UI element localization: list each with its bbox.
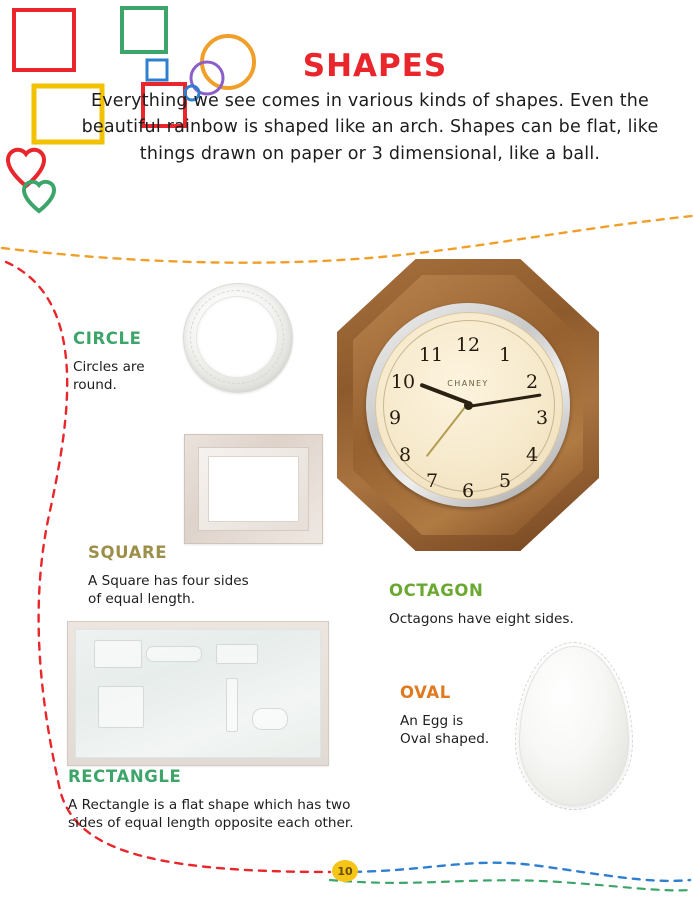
- oval-egg-image: [519, 646, 629, 806]
- octagon-clock-image: [337, 259, 599, 551]
- desc-rectangle-line2: sides of equal length opposite each other.: [68, 815, 354, 831]
- plate-inner-disc: [196, 296, 278, 378]
- clock-numeral-5: 5: [498, 470, 512, 492]
- clock-numeral-7: 7: [425, 470, 439, 492]
- label-square: SQUARE: [88, 543, 168, 562]
- desc-oval-line2: Oval shaped.: [400, 731, 490, 747]
- desc-square-line1: A Square has four sides: [88, 573, 249, 589]
- frame-mat: [208, 456, 299, 522]
- label-oval: OVAL: [400, 683, 451, 702]
- square-image: [184, 434, 323, 544]
- desc-octagon-line1: Octagons have eight sides.: [389, 611, 574, 627]
- desc-oval-line1: An Egg is: [400, 713, 464, 729]
- page-number-badge: 10: [332, 860, 358, 882]
- board-ghost-shape: [94, 640, 142, 668]
- clock-numeral-11: 11: [418, 344, 444, 366]
- label-circle: CIRCLE: [73, 329, 142, 348]
- clock-numeral-10: 10: [390, 371, 416, 393]
- desc-circle-line2: round.: [73, 377, 117, 393]
- board-ghost-shape: [216, 644, 258, 664]
- clock-numeral-2: 2: [525, 371, 539, 393]
- label-rectangle: RECTANGLE: [68, 767, 182, 786]
- board-ghost-shape: [146, 646, 202, 662]
- clock-numeral-6: 6: [461, 480, 475, 502]
- circle-image: [183, 283, 291, 391]
- desc-rectangle-line1: A Rectangle is a flat shape which has two: [68, 797, 351, 813]
- board-surface: [75, 629, 321, 758]
- clock-numeral-3: 3: [535, 407, 549, 429]
- board-ghost-shape: [252, 708, 288, 730]
- clock-brand-label: CHANEY: [447, 379, 489, 388]
- label-octagon: OCTAGON: [389, 581, 484, 600]
- clock-center-cap: [464, 401, 473, 410]
- intro-paragraph: Everything we see comes in various kinds of shapes. Even the beautiful rainbow is shaped like an arch. Shapes can be flat, like things drawn on paper or 3 dimensional, like a ball.: [81, 91, 659, 164]
- rectangle-image: [67, 621, 329, 766]
- clock-numeral-1: 1: [498, 344, 512, 366]
- clock-numeral-9: 9: [388, 407, 402, 429]
- clock-numeral-8: 8: [398, 444, 412, 466]
- page-title: SHAPES: [302, 48, 448, 84]
- clock-numeral-12: 12: [455, 334, 481, 356]
- board-ghost-shape: [226, 678, 238, 732]
- board-ghost-shape: [98, 686, 144, 728]
- header: [60, 48, 680, 167]
- clock-numeral-4: 4: [525, 444, 539, 466]
- desc-square-line2: of equal length.: [88, 591, 196, 607]
- desc-circle-line1: Circles are: [73, 359, 145, 375]
